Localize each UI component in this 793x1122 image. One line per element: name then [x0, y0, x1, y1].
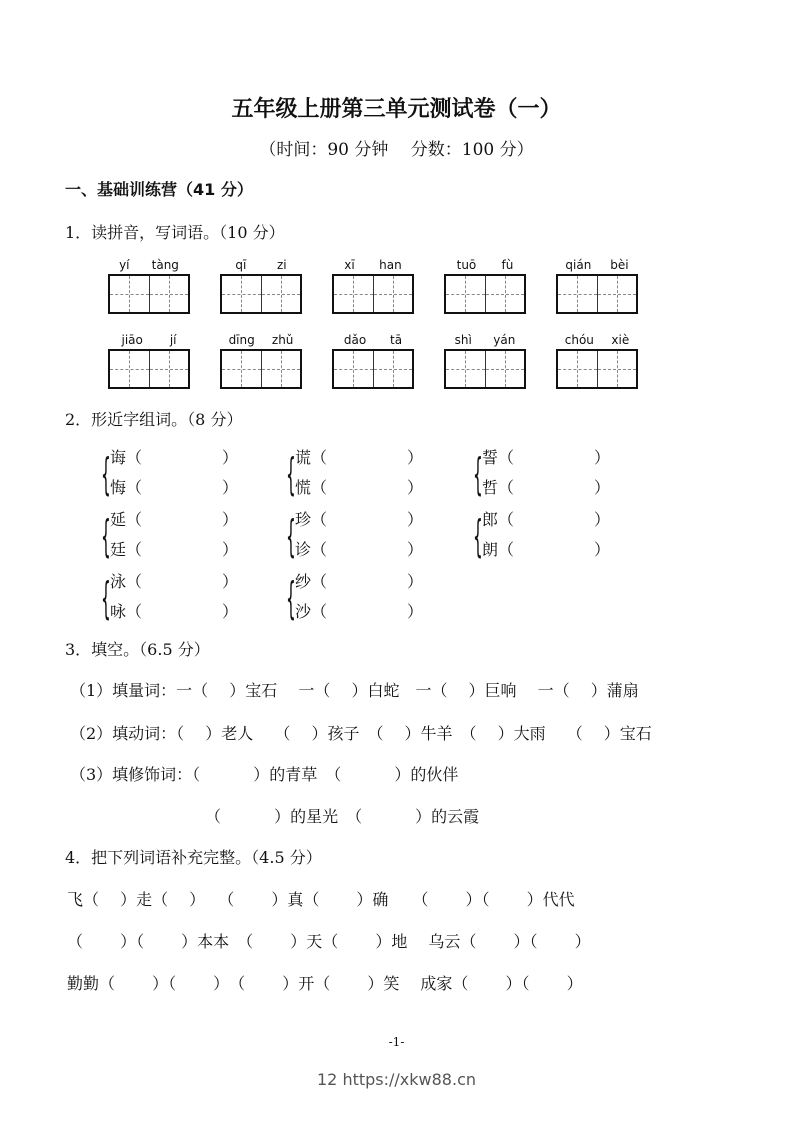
page-number: -1-	[388, 1035, 405, 1049]
pinyin-word-box	[108, 258, 190, 314]
pair-item: 珍（ ）	[295, 510, 424, 529]
pinyin-syllable: shì	[454, 333, 472, 347]
char-pair	[286, 510, 433, 566]
writing-grid[interactable]	[332, 274, 414, 314]
q4-line: 勤勤（ ）（ ） （ ）开（ ）笑 成家（ ）（ ）	[67, 974, 583, 993]
pinyin-label	[444, 258, 526, 274]
char-pair	[473, 510, 620, 566]
pair-item: 咏（ ）	[110, 602, 239, 621]
pair-item: 延（ ）	[110, 510, 239, 529]
writing-grid[interactable]	[444, 274, 526, 314]
pinyin-syllable: dīng	[228, 333, 255, 347]
pinyin-label	[444, 333, 526, 349]
subtitle: （时间：90 分钟 分数：100 分）	[259, 140, 534, 160]
pair-item: 纱（ ）	[295, 572, 424, 591]
pinyin-word-box	[444, 333, 526, 389]
pinyin-syllable: zhǔ	[271, 333, 294, 347]
writing-grid[interactable]	[332, 349, 414, 389]
char-pair	[101, 572, 248, 628]
pinyin-syllable: han	[379, 258, 402, 272]
pinyin-syllable: tàng	[151, 258, 179, 272]
pair-item: 沙（ ）	[295, 602, 424, 621]
pinyin-label	[220, 258, 302, 274]
pinyin-word-box	[332, 258, 414, 314]
watermark: 12 https://xkw88.cn	[317, 1070, 476, 1089]
q3-heading: 3．填空。（6.5 分）	[65, 640, 210, 659]
brace-icon: {	[286, 511, 296, 562]
brace-icon: {	[101, 511, 111, 562]
pinyin-syllable: dǎo	[343, 333, 367, 347]
writing-grid[interactable]	[220, 274, 302, 314]
q3-line: （2）填动词：（ ）老人 （ ）孩子 （ ）牛羊 （ ）大雨 （ ）宝石	[70, 724, 652, 743]
brace-icon: {	[473, 449, 483, 500]
pinyin-word-box	[444, 258, 526, 314]
pair-item: 悔（ ）	[110, 478, 239, 497]
q3-line: （ ）的星光 （ ）的云霞	[205, 807, 480, 826]
q4-line: 飞（ ）走（ ） （ ）真（ ）确 （ ）（ ）代代	[67, 890, 575, 909]
writing-grid[interactable]	[108, 274, 190, 314]
pair-item: 朗（ ）	[482, 540, 611, 559]
pinyin-label	[556, 258, 638, 274]
q2-heading: 2．形近字组词。（8 分）	[65, 410, 243, 429]
pinyin-label	[108, 258, 190, 274]
pinyin-syllable: bèi	[610, 258, 629, 272]
pair-item: 诊（ ）	[295, 540, 424, 559]
pair-item: 郎（ ）	[482, 510, 611, 529]
pinyin-syllable: yí	[119, 258, 130, 272]
pinyin-label	[220, 333, 302, 349]
pinyin-label	[332, 333, 414, 349]
brace-icon: {	[101, 449, 111, 500]
q3-line: （1）填量词：一（ ）宝石 一（ ）白蛇 一（ ）巨响 一（ ）蒲扇	[70, 681, 639, 700]
pair-item: 诲（ ）	[110, 448, 239, 467]
pair-item: 谎（ ）	[295, 448, 424, 467]
pinyin-syllable: yán	[493, 333, 516, 347]
pinyin-syllable: fù	[501, 258, 514, 272]
brace-icon: {	[286, 449, 296, 500]
pinyin-syllable: qī	[235, 258, 247, 272]
writing-grid[interactable]	[108, 349, 190, 389]
pinyin-word-box	[220, 333, 302, 389]
pinyin-word-box	[556, 258, 638, 314]
q4-line: （ ）（ ）本本 （ ）天（ ）地 乌云（ ）（ ）	[67, 932, 591, 951]
char-pair	[101, 510, 248, 566]
pair-item: 泳（ ）	[110, 572, 239, 591]
pair-item: 慌（ ）	[295, 478, 424, 497]
pinyin-label	[556, 333, 638, 349]
q4-heading: 4．把下列词语补充完整。（4.5 分）	[65, 848, 322, 867]
brace-icon: {	[101, 573, 111, 624]
q1-heading: 1．读拼音，写词语。（10 分）	[65, 223, 285, 242]
char-pair	[286, 572, 433, 628]
pinyin-word-box	[220, 258, 302, 314]
pinyin-syllable: chóu	[564, 333, 594, 347]
char-pair	[101, 448, 248, 504]
brace-icon: {	[473, 511, 483, 562]
pair-item: 哲（ ）	[482, 478, 611, 497]
page-title: 五年级上册第三单元测试卷（一）	[231, 97, 562, 122]
pair-item: 誓（ ）	[482, 448, 611, 467]
pinyin-word-box	[332, 333, 414, 389]
pinyin-syllable: tā	[390, 333, 403, 347]
pinyin-syllable: xiè	[611, 333, 630, 347]
writing-grid[interactable]	[556, 274, 638, 314]
pinyin-syllable: tuō	[456, 258, 477, 272]
pinyin-syllable: xī	[344, 258, 355, 272]
writing-grid[interactable]	[220, 349, 302, 389]
pinyin-label	[108, 333, 190, 349]
writing-grid[interactable]	[556, 349, 638, 389]
pair-item: 廷（ ）	[110, 540, 239, 559]
pinyin-syllable: qián	[565, 258, 592, 272]
writing-grid[interactable]	[444, 349, 526, 389]
pinyin-word-box	[108, 333, 190, 389]
brace-icon: {	[286, 573, 296, 624]
q3-line: （3）填修饰词：（ ）的青草 （ ）的伙伴	[70, 765, 459, 784]
pinyin-syllable: zi	[277, 258, 287, 272]
char-pair	[473, 448, 620, 504]
pinyin-syllable: jí	[169, 333, 177, 347]
section-heading: 一、基础训练营（41 分）	[65, 180, 253, 199]
pinyin-label	[332, 258, 414, 274]
char-pair	[286, 448, 433, 504]
pinyin-word-box	[556, 333, 638, 389]
pinyin-syllable: jiāo	[121, 333, 143, 347]
